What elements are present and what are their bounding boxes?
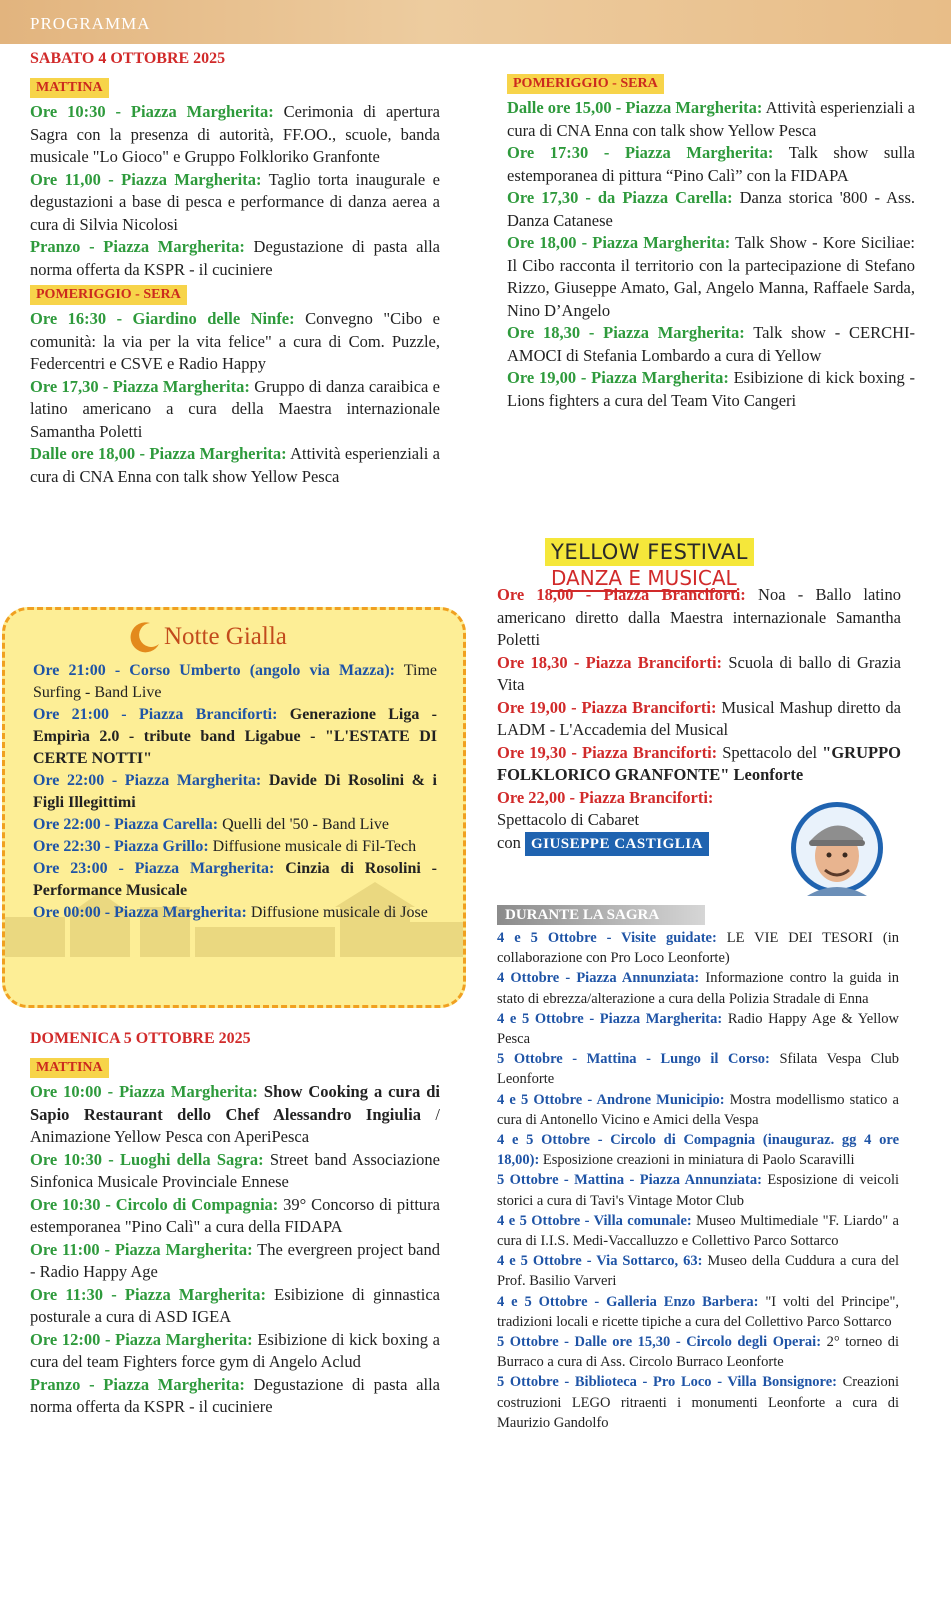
yellow-festival-title: YELLOW FESTIVAL: [545, 538, 754, 566]
event-text: Degustazione di pasta alla norma offerta da KSPR - il cuciniere: [30, 237, 440, 279]
event-highlight: Davide Di Rosolini & i Figli Illegittimi: [33, 772, 438, 811]
event-time: 5 Ottobre - Dalle ore 15,30 - Circolo degli Operai:: [497, 1334, 822, 1351]
event-time: Ore 21:00 - Piazza Branciforti:: [33, 706, 278, 723]
event-time: Ore 16:30 - Giardino delle Ninfe:: [30, 309, 295, 328]
event-text: Street band Associazione Sinfonica Musicale Provinciale Ennese: [30, 1149, 440, 1191]
event-time: Ore 18,00 - Piazza Branciforti:: [497, 585, 746, 604]
performer-badge: GIUSEPPE CASTIGLIA: [525, 832, 709, 857]
event-text: Radio Happy Age & Yellow Pesca: [497, 1010, 900, 1048]
event-item: [30, 443, 440, 488]
yellow-festival-heading: [545, 538, 925, 590]
event-text: Esibizione di ginnastica posturale a cura di ASD IGEA: [30, 1284, 440, 1326]
event-text: LE VIE DEI TESORI (in collaborazione con Pro Loco Leonforte): [497, 930, 899, 967]
event-time: Ore 18,00 - Piazza Margherita:: [507, 233, 731, 252]
event-text: Attività esperienziali a cura di CNA Enna con talk show Yellow Pesca: [507, 98, 915, 140]
event-item: [497, 928, 899, 968]
saturday-column: [30, 48, 440, 488]
event-text: Spettacolo di Cabaret: [497, 810, 640, 829]
event-item: [507, 367, 915, 412]
event-item: [497, 1372, 899, 1433]
event-time: 4 Ottobre - Piazza Annunziata:: [497, 970, 700, 987]
event-text: Museo Multimediale "F. Liardo" a cura di I.I.S. Medi-Vaccalluzzo e Collettivo Parco Sottarco: [497, 1212, 899, 1250]
event-text: Sfilata Vespa Club Leonforte: [497, 1051, 899, 1088]
event-time: 5 Ottobre - Mattina - Piazza Annunziata:: [497, 1172, 762, 1189]
sunday-morning-tag: MATTINA: [30, 1058, 109, 1078]
durante-heading: DURANTE LA SAGRA: [497, 905, 705, 925]
event-text: Cerimonia di apertura Sagra con la presenza di autorità, FF.OO., scuole, banda musicale "Lo Gioco" e Gruppo Folkloriko Granfonte: [30, 102, 441, 166]
event-text: Gruppo di danza caraibica e latino americano a cura della Maestra internazionale Samantha Poletti: [30, 376, 440, 441]
event-time: Ore 10:30 - Circolo di Compagnia:: [30, 1194, 279, 1214]
event-item: [30, 308, 440, 376]
event-text: Museo della Cuddura a cura del Prof. Basilio Varveri: [497, 1253, 900, 1290]
event-text: The evergreen project band - Radio Happy Age: [30, 1239, 440, 1281]
event-time: 4 e 5 Ottobre - Androne Municipio:: [497, 1091, 725, 1108]
event-time: Ore 22:30 - Piazza Grillo:: [33, 838, 209, 855]
event-item: [497, 742, 901, 787]
event-text: Attività esperienziali a cura di CNA Enna con talk show Yellow Pesca: [30, 444, 440, 486]
event-time: 4 e 5 Ottobre - Galleria Enzo Barbera:: [497, 1293, 759, 1310]
event-text: Convegno "Cibo e comunità: la via per la vita felice" a cura di Com. Puzzle, Federcentri e CSVE e Radio Happy: [30, 309, 440, 373]
event-text: Esibizione di kick boxing a cura del team Fighters force gym di Angelo Aclud: [30, 1329, 440, 1371]
event-time: Ore 18,30 - Piazza Branciforti:: [497, 652, 723, 672]
event-text: Esposizione creazioni in miniatura di Paolo Scaravilli: [539, 1152, 855, 1169]
event-time: Ore 19,00 - Piazza Margherita:: [507, 368, 729, 387]
event-item: [30, 236, 440, 281]
event-time: 4 e 5 Ottobre - Via Sottarco, 63:: [497, 1253, 703, 1270]
event-time: Ore 10:30 - Piazza Margherita:: [30, 102, 274, 121]
event-item: [497, 697, 901, 742]
event-item: [33, 814, 437, 836]
event-text: 39° Concorso di pittura estemporanea "Pino Calì" a cura della FIDAPA: [30, 1194, 441, 1236]
saturday-title: SABATO 4 OTTOBRE 2025: [30, 50, 226, 67]
event-item: [497, 1170, 899, 1210]
notte-gialla-title: Notte Gialla: [164, 623, 287, 650]
event-text: 2° torneo di Burraco a cura di Ass. Circolo Burraco Leonforte: [497, 1334, 899, 1371]
event-text: Diffusione musicale di Jose: [246, 904, 428, 921]
event-item: [507, 142, 915, 187]
event-item: [30, 1194, 440, 1239]
event-item: [30, 1374, 440, 1419]
durante-list: [497, 928, 899, 1433]
saturday-morning-list: [30, 101, 440, 281]
event-text: Scuola di ballo di Grazia Vita: [497, 652, 901, 694]
morning-tag: MATTINA: [30, 78, 109, 98]
event-item: [497, 652, 901, 697]
event-time: Ore 17:30 - Piazza Margherita:: [507, 143, 774, 162]
event-item: [497, 1292, 899, 1332]
event-text: Informazione contro la guida in stato di ebrezza/alterazione a cura della Polizia Stradale di Enna: [497, 970, 899, 1007]
event-item: [497, 1211, 899, 1251]
event-item: [30, 1239, 440, 1284]
event-item: [497, 1130, 899, 1170]
event-time: Pranzo - Piazza Margherita:: [30, 237, 245, 256]
event-text: Esposizione di veicoli storici a cura di Tavi's Vintage Motor Club: [497, 1172, 900, 1209]
event-time: Ore 17,30 - Piazza Margherita:: [30, 376, 250, 396]
event-text: Musical Mashup diretto da LADM - L'Accademia del Musical: [497, 697, 902, 739]
notte-gialla-list: [33, 660, 437, 924]
event-text: Quelli del '50 - Band Live: [218, 816, 389, 833]
event-text: Esibizione di kick boxing - Lions fighters a cura del Team Vito Cangeri: [507, 368, 915, 410]
section-label: PROGRAMMA: [30, 14, 151, 33]
event-item: [497, 1049, 899, 1089]
event-text: Danza storica '800 - Ass. Danza Catanese: [507, 188, 915, 230]
event-time: Ore 12:00 - Piazza Margherita:: [30, 1329, 253, 1349]
notte-gialla-content: [33, 620, 437, 924]
event-highlight: "GRUPPO FOLKLORICO GRANFONTE" Leonforte: [497, 742, 901, 784]
event-time: 4 e 5 Ottobre - Villa comunale:: [497, 1212, 692, 1229]
event-item: [33, 704, 437, 770]
event-text: Mostra modellismo statico a cura di Antonello Vicino e Amici della Vespa: [497, 1091, 899, 1128]
event-text: Degustazione di pasta alla norma offerta da KSPR - il cuciniere: [30, 1374, 440, 1416]
event-item: [30, 1284, 440, 1329]
top-banner: [0, 0, 951, 44]
event-item: [497, 1332, 899, 1372]
event-time: Ore 10:30 - Luoghi della Sagra:: [30, 1149, 264, 1169]
event-time: Ore 23:00 - Piazza Margherita:: [33, 860, 275, 877]
event-highlight: Generazione Liga - Empirìa 2.0 - tribute band Ligabue - "L'ESTATE DI CERTE NOTTI": [33, 706, 438, 767]
event-text: "I volti del Principe", tradizioni locali e ricette tipiche a cura del Collettivo Parco Sottarco: [497, 1293, 899, 1330]
event-item: [30, 169, 440, 237]
event-item: [33, 858, 437, 902]
event-text: Diffusione musicale di Fil-Tech: [208, 838, 417, 855]
event-time: Ore 19,00 - Piazza Branciforti:: [497, 697, 717, 717]
event-text: Spettacolo del: [717, 742, 823, 762]
event-time: Ore 22:00 - Piazza Margherita:: [33, 772, 262, 789]
event-item: [30, 101, 440, 169]
event-item: [30, 1329, 440, 1374]
saturday-afternoon-right-list: [507, 97, 915, 412]
event-text: Talk show sulla estemporanea di pittura “Pino Calì” con la FIDAPA: [507, 143, 915, 185]
saturday-afternoon-list: [30, 308, 440, 488]
event-item: [507, 187, 915, 232]
event-time: Dalle ore 18,00 - Piazza Margherita:: [30, 444, 287, 463]
event-item: [497, 968, 899, 1008]
event-highlight: Show Cooking a cura di Sapio Restaurant dello Chef Alessandro Ingiulia: [30, 1082, 440, 1124]
event-item: [33, 660, 437, 704]
event-item: [33, 902, 437, 924]
notte-gialla-heading: [128, 620, 437, 654]
event-item: [30, 1149, 440, 1194]
event-time: Ore 11:30 - Piazza Margherita:: [30, 1284, 266, 1304]
danza-musical-title: DANZA E MUSICAL: [551, 566, 737, 590]
event-text: Time Surfing - Band Live: [33, 662, 437, 701]
sunday-column: [30, 1028, 440, 1419]
performer-avatar: [767, 800, 893, 896]
event-time: 4 e 5 Ottobre - Visite guidate:: [497, 930, 717, 946]
event-item: [497, 584, 901, 652]
event-item: [30, 376, 440, 444]
event-time: Ore 18,30 - Piazza Margherita:: [507, 323, 745, 342]
event-item: [33, 836, 437, 858]
event-time: Dalle ore 15,00 - Piazza Margherita:: [507, 98, 763, 117]
event-text: Talk show - CERCHI-AMOCI di Stefania Lombardo a cura di Yellow: [507, 323, 915, 365]
event-time: Ore 21:00 - Corso Umberto (angolo via Mazza):: [33, 662, 395, 679]
event-time: Ore 11,00 - Piazza Margherita:: [30, 169, 262, 189]
saturday-right-column: [507, 72, 915, 412]
event-text: / Animazione Yellow Pesca con AperiPesca: [30, 1104, 440, 1146]
event-item: [497, 1251, 899, 1291]
event-text: con: [497, 832, 525, 852]
event-text: Talk Show - Kore Siciliae: Il Cibo racconta il territorio con la partecipazione di Stefano Rizzo, Giuseppe Amato, Gal, Angelo Manna, Raffaele Sarda, Nino D’Angelo: [507, 233, 915, 320]
event-item: [507, 97, 915, 142]
event-time: Ore 11:00 - Piazza Margherita:: [30, 1239, 253, 1259]
event-text: Taglio torta inaugurale e degustazioni a base di pesca e performance di danza aerea a cura di Silvia Nicolosi: [30, 169, 440, 234]
event-time: Ore 22:00 - Piazza Carella:: [33, 816, 219, 833]
event-time: Ore 22,00 - Piazza Branciforti:: [497, 787, 714, 807]
event-time: Ore 19,30 - Piazza Branciforti:: [497, 742, 718, 762]
event-time: 4 e 5 Ottobre - Circolo di Compagnia (inauguraz. gg 4 ore 18,00):: [497, 1132, 899, 1169]
event-time: 4 e 5 Ottobre - Piazza Margherita:: [497, 1010, 723, 1027]
event-item: [33, 770, 437, 814]
event-item: [507, 232, 915, 322]
event-time: Pranzo - Piazza Margherita:: [30, 1374, 245, 1394]
event-item: [497, 1090, 899, 1130]
event-time: Ore 00:00 - Piazza Margherita:: [33, 904, 247, 921]
event-item: [30, 1081, 440, 1149]
event-item: [507, 322, 915, 367]
moon-icon: [128, 620, 162, 654]
event-text: Creazioni costruzioni LEGO ritraenti i monumenti Leonforte a cura di Maurizio Gandolfo: [497, 1374, 899, 1431]
event-time: Ore 17,30 - da Piazza Carella:: [507, 188, 733, 207]
afternoon-right-tag: POMERIGGIO - SERA: [507, 74, 664, 94]
event-item: [497, 1009, 899, 1049]
notte-gialla-box: [2, 607, 466, 1008]
yellow-festival-list: [497, 584, 901, 787]
event-time: Ore 10:00 - Piazza Margherita:: [30, 1082, 258, 1101]
event-time: 5 Ottobre - Biblioteca - Pro Loco - Villa Bonsignore:: [497, 1374, 837, 1391]
afternoon-tag: POMERIGGIO - SERA: [30, 285, 187, 305]
event-text: Noa - Ballo latino americano diretto dalla Maestra internazionale Samantha Poletti: [497, 585, 902, 649]
event-time: 5 Ottobre - Mattina - Lungo il Corso:: [497, 1051, 770, 1068]
sunday-morning-list: [30, 1081, 440, 1419]
sunday-title: DOMENICA 5 OTTOBRE 2025: [30, 1030, 251, 1047]
event-highlight: Cinzia di Rosolini - Performance Musicale: [33, 860, 437, 899]
